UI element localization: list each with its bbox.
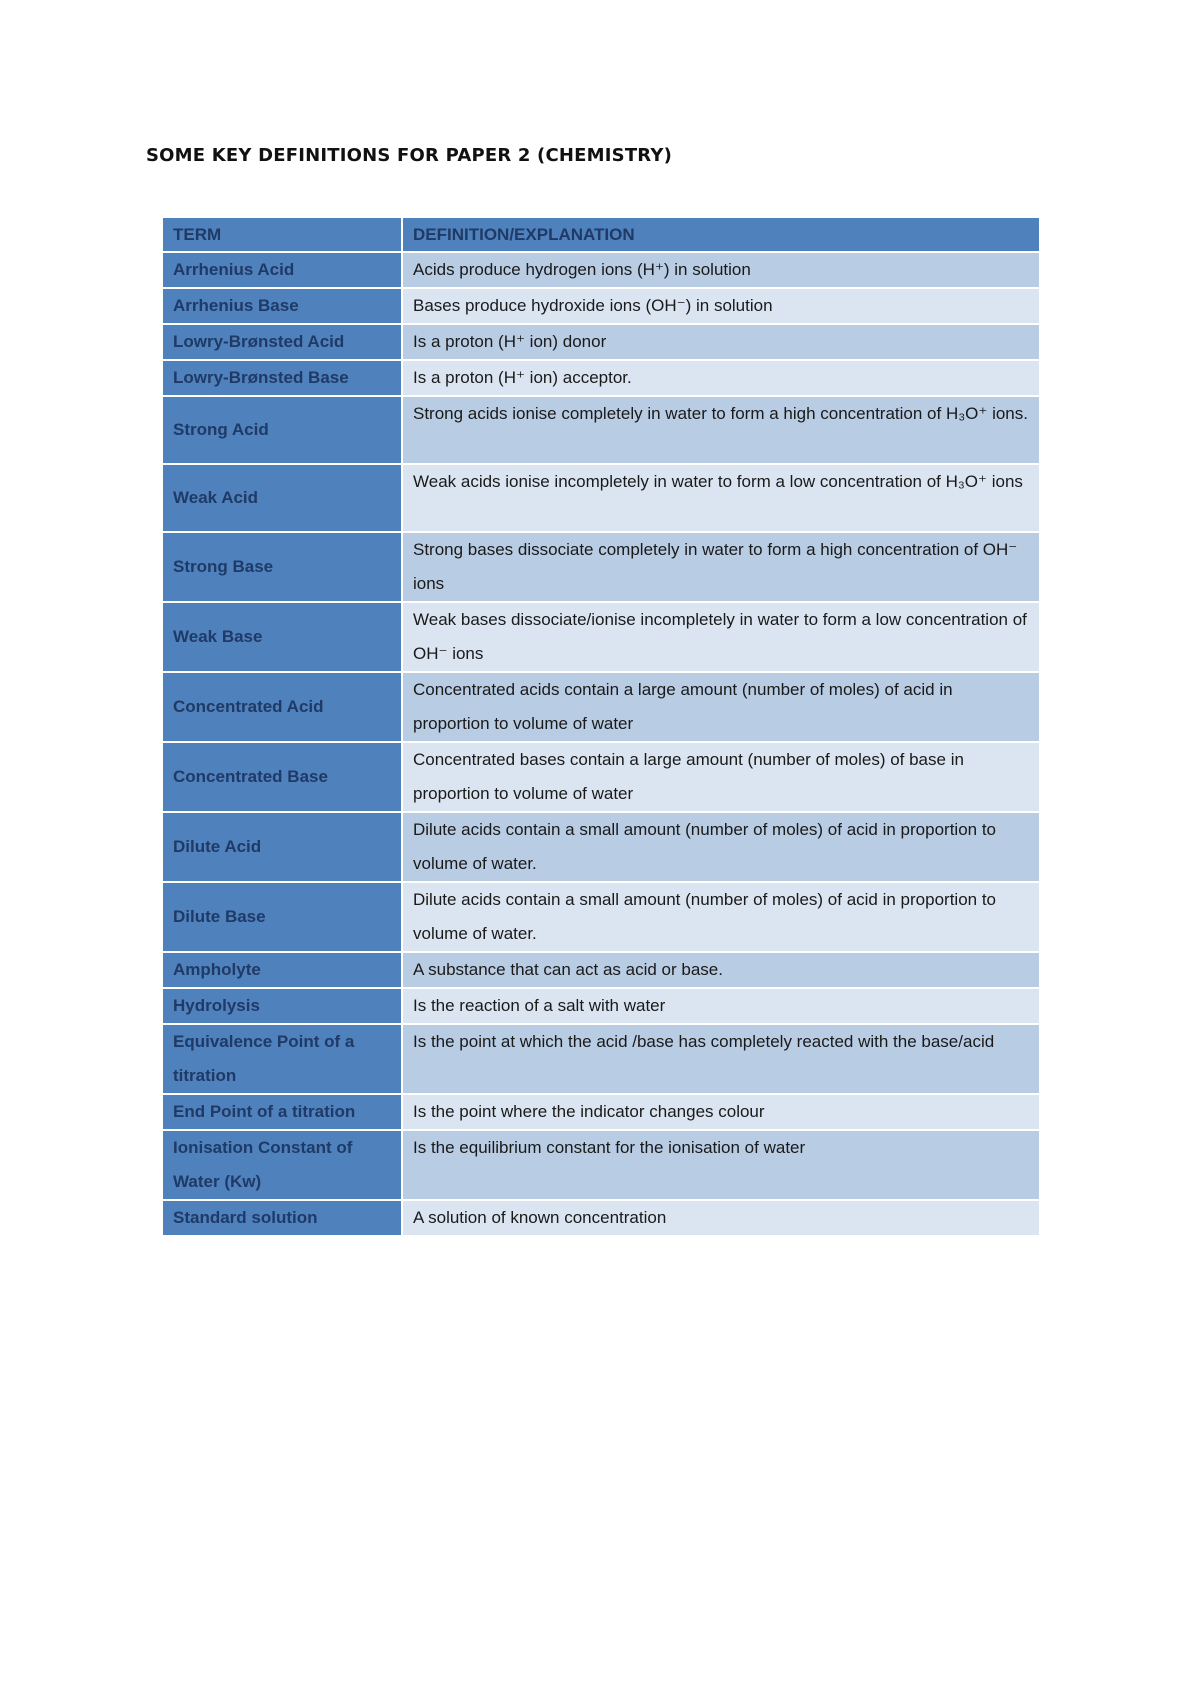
table-row [162, 252, 1040, 288]
term-cell: Ampholyte [162, 952, 402, 988]
definition-cell: Is a proton (H⁺ ion) donor [402, 324, 1040, 360]
table-row [162, 1024, 1040, 1094]
term-cell: Strong Acid [162, 396, 402, 464]
definition-cell: Dilute acids contain a small amount (number of moles) of acid in proportion to volume of water. [402, 882, 1040, 952]
definition-cell: Is a proton (H⁺ ion) acceptor. [402, 360, 1040, 396]
term-cell: Arrhenius Acid [162, 252, 402, 288]
table-header-row [162, 217, 1040, 252]
header-definition: DEFINITION/EXPLANATION [402, 217, 1040, 252]
definition-cell: Strong acids ionise completely in water to form a high concentration of H₃O⁺ ions. [402, 396, 1040, 464]
table-row [162, 464, 1040, 532]
table-row [162, 952, 1040, 988]
term-cell: Dilute Base [162, 882, 402, 952]
definition-cell: Acids produce hydrogen ions (H⁺) in solution [402, 252, 1040, 288]
definition-cell: Strong bases dissociate completely in water to form a high concentration of OH⁻ ions [402, 532, 1040, 602]
table-row [162, 602, 1040, 672]
term-cell: Dilute Acid [162, 812, 402, 882]
definition-cell: Is the point where the indicator changes colour [402, 1094, 1040, 1130]
term-cell: Weak Acid [162, 464, 402, 532]
definition-cell: Is the point at which the acid /base has completely reacted with the base/acid [402, 1024, 1040, 1094]
term-cell: End Point of a titration [162, 1094, 402, 1130]
term-cell: Equivalence Point of a titration [162, 1024, 402, 1094]
table-row [162, 324, 1040, 360]
table-row [162, 812, 1040, 882]
term-cell: Standard solution [162, 1200, 402, 1236]
definition-cell: Bases produce hydroxide ions (OH⁻) in solution [402, 288, 1040, 324]
definitions-table [161, 216, 1041, 1237]
definition-cell: Dilute acids contain a small amount (number of moles) of acid in proportion to volume of water. [402, 812, 1040, 882]
table-row [162, 882, 1040, 952]
table-row [162, 288, 1040, 324]
table-row [162, 1094, 1040, 1130]
table-row [162, 742, 1040, 812]
table-row [162, 672, 1040, 742]
definition-cell: A substance that can act as acid or base. [402, 952, 1040, 988]
definition-cell: Concentrated acids contain a large amount (number of moles) of acid in proportion to volume of water [402, 672, 1040, 742]
term-cell: Hydrolysis [162, 988, 402, 1024]
term-cell: Weak Base [162, 602, 402, 672]
table-row [162, 396, 1040, 464]
term-cell: Lowry-Brønsted Acid [162, 324, 402, 360]
term-cell: Lowry-Brønsted Base [162, 360, 402, 396]
definition-cell: Weak bases dissociate/ionise incompletely in water to form a low concentration of OH⁻ ions [402, 602, 1040, 672]
definition-cell: Weak acids ionise incompletely in water to form a low concentration of H₃O⁺ ions [402, 464, 1040, 532]
table-row [162, 532, 1040, 602]
definition-cell: Is the reaction of a salt with water [402, 988, 1040, 1024]
table-row [162, 360, 1040, 396]
term-cell: Strong Base [162, 532, 402, 602]
term-cell: Concentrated Acid [162, 672, 402, 742]
term-cell: Arrhenius Base [162, 288, 402, 324]
definition-cell: A solution of known concentration [402, 1200, 1040, 1236]
table-row [162, 1130, 1040, 1200]
term-cell: Ionisation Constant of Water (Kw) [162, 1130, 402, 1200]
term-cell: Concentrated Base [162, 742, 402, 812]
table-row [162, 1200, 1040, 1236]
header-term: TERM [162, 217, 402, 252]
definition-cell: Concentrated bases contain a large amount (number of moles) of base in proportion to volume of water [402, 742, 1040, 812]
definition-cell: Is the equilibrium constant for the ionisation of water [402, 1130, 1040, 1200]
document-title: SOME KEY DEFINITIONS FOR PAPER 2 (CHEMISTRY) [146, 145, 673, 166]
table-row [162, 988, 1040, 1024]
